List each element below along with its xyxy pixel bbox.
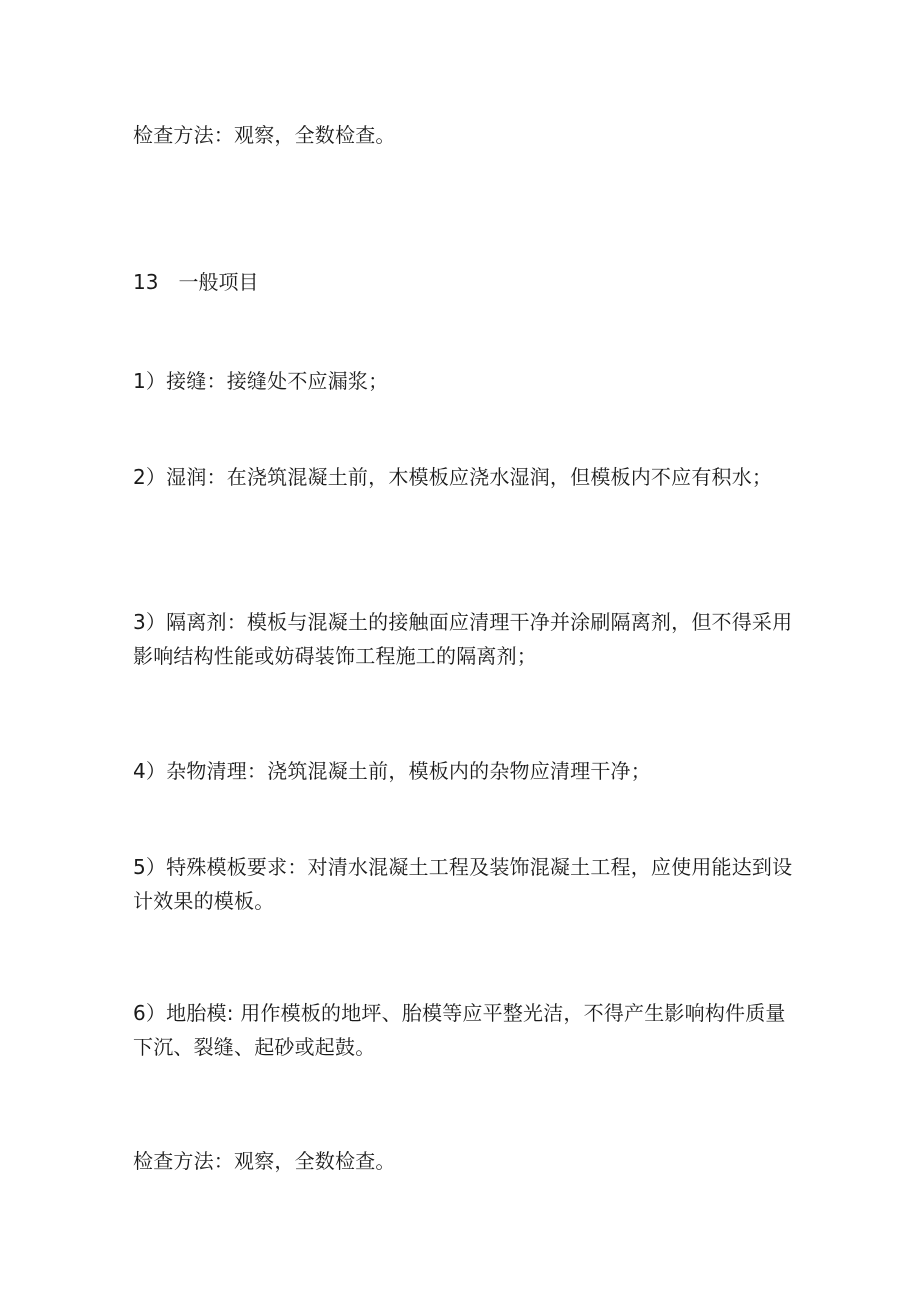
list-item-special-formwork: 5）特殊模板要求：对清水混凝土工程及装饰混凝土工程，应使用能达到设计效果的模板。: [133, 855, 793, 913]
inspection-method-top: 检查方法：观察，全数检查。: [133, 123, 396, 147]
section-number: 13: [133, 270, 159, 294]
section-title: 一般项目: [178, 270, 259, 294]
list-item-wetting: 2）湿润：在浇筑混凝土前，木模板应浇水湿润，但模板内不应有积水；: [133, 465, 773, 489]
list-item-release-agent: 3）隔离剂：模板与混凝土的接触面应清理干净并涂刷隔离剂，但不得采用影响结构性能或妨碍装饰工程施工的隔离剂；: [133, 610, 793, 668]
inspection-method-bottom: 检查方法：观察，全数检查。: [133, 1149, 396, 1173]
list-item-joint: 1）接缝：接缝处不应漏浆；: [133, 369, 389, 393]
section-heading: [133, 265, 258, 299]
list-item-debris-cleaning: 4）杂物清理：浇筑混凝土前，模板内的杂物应清理干净；: [133, 759, 651, 783]
list-item-ground-mold: 6）地胎模: 用作模板的地坪、胎模等应平整光洁，不得产生影响构件质量下沉、裂缝、起砂或起鼓。: [133, 1001, 786, 1059]
